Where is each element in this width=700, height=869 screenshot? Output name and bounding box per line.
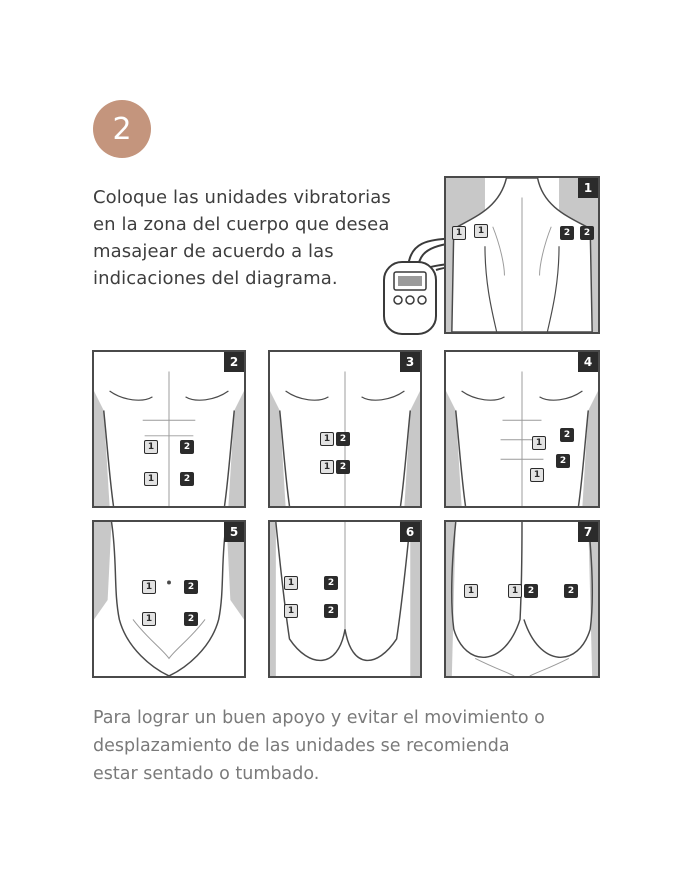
electrode-pad: 2 [560, 428, 574, 442]
diagram-panel-3 [268, 350, 422, 508]
diagram-panel-6 [268, 520, 422, 678]
electrode-pad: 1 [320, 432, 334, 446]
electrode-pad: 2 [560, 226, 574, 240]
electrode-pad: 2 [564, 584, 578, 598]
upper-back-figure [446, 178, 598, 332]
panel-number: 1 [578, 178, 598, 198]
panel-number: 5 [224, 522, 244, 542]
footer-line: estar sentado o tumbado. [93, 764, 320, 784]
panel-number: 7 [578, 522, 598, 542]
electrode-pad: 1 [142, 612, 156, 626]
panel-number: 2 [224, 352, 244, 372]
abdomen-side-figure [446, 352, 598, 506]
step-number-badge [93, 100, 151, 158]
electrode-pad: 1 [530, 468, 544, 482]
lower-back-figure [270, 522, 420, 676]
electrode-pad: 1 [464, 584, 478, 598]
intro-line: indicaciones del diagrama. [93, 268, 338, 289]
diagram-panel-7 [444, 520, 600, 678]
electrode-pad: 2 [556, 454, 570, 468]
intro-line: masajear de acuerdo a las [93, 241, 334, 262]
panel-number: 4 [578, 352, 598, 372]
diagram-panel-2 [92, 350, 246, 508]
electrode-pad: 1 [474, 224, 488, 238]
electrode-pad: 2 [336, 432, 350, 446]
electrode-pad: 1 [532, 436, 546, 450]
electrode-pad: 2 [324, 576, 338, 590]
panel-number: 3 [400, 352, 420, 372]
electrode-pad: 2 [336, 460, 350, 474]
diagram-panel-5 [92, 520, 246, 678]
electrode-pad: 1 [144, 440, 158, 454]
electrode-pad: 2 [324, 604, 338, 618]
diagram-panel-1 [444, 176, 600, 334]
diagram-panel-4 [444, 350, 600, 508]
footer-recommendation [93, 704, 613, 788]
electrode-pad: 1 [452, 226, 466, 240]
intro-instructions [93, 184, 423, 292]
massage-device-illustration [380, 258, 440, 338]
step-number: 2 [112, 111, 132, 147]
lower-abdomen-figure [94, 522, 244, 676]
buttocks-thighs-figure [446, 522, 598, 676]
electrode-pad: 1 [508, 584, 522, 598]
electrode-pad: 2 [580, 226, 594, 240]
intro-line: en la zona del cuerpo que desea [93, 214, 390, 235]
intro-line: Coloque las unidades vibratorias [93, 187, 391, 208]
footer-line: Para lograr un buen apoyo y evitar el movimiento o [93, 708, 545, 728]
electrode-pad: 2 [184, 612, 198, 626]
footer-line: desplazamiento de las unidades se recomienda [93, 736, 510, 756]
electrode-pad: 1 [142, 580, 156, 594]
electrode-pad: 2 [524, 584, 538, 598]
electrode-pad: 2 [180, 440, 194, 454]
electrode-pad: 2 [180, 472, 194, 486]
electrode-pad: 1 [284, 604, 298, 618]
panel-number: 6 [400, 522, 420, 542]
electrode-pad: 2 [184, 580, 198, 594]
abdomen-figure [94, 352, 244, 506]
electrode-pad: 1 [144, 472, 158, 486]
electrode-pad: 1 [284, 576, 298, 590]
abdomen-center-figure [270, 352, 420, 506]
electrode-pad: 1 [320, 460, 334, 474]
